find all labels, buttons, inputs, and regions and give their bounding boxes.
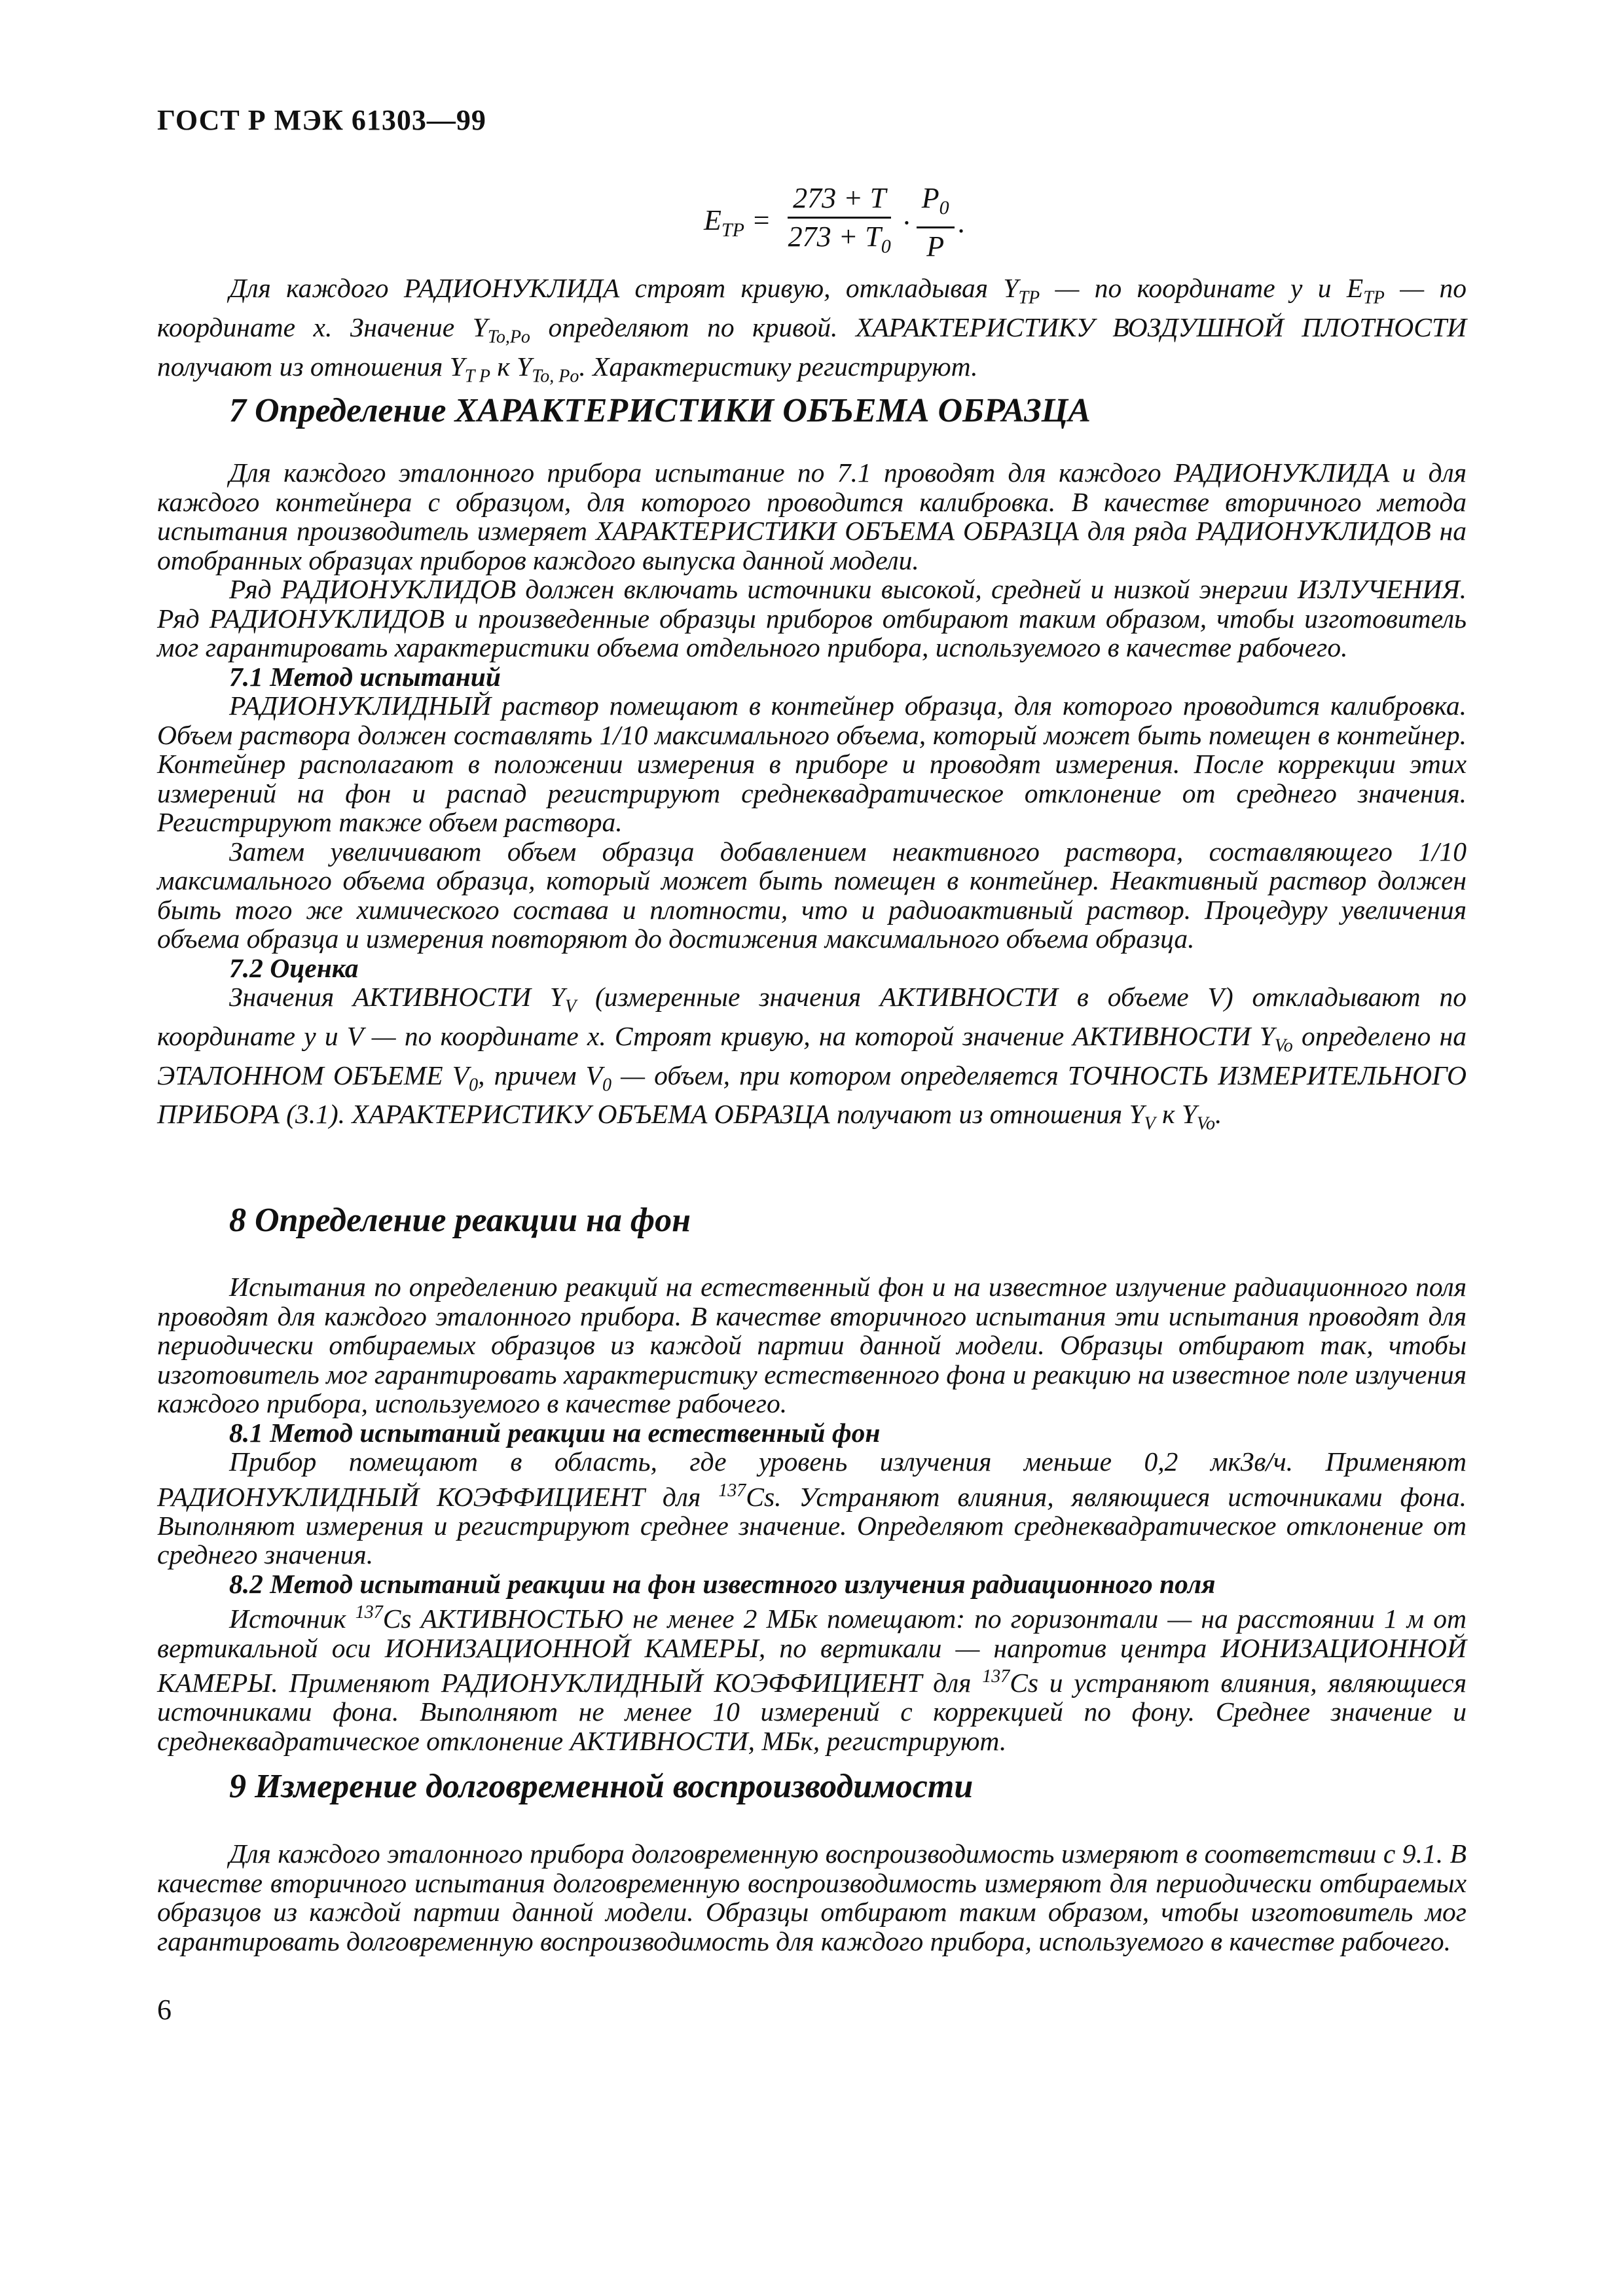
intro-block <box>157 274 1467 391</box>
section-8-1-title: 8.1 Метод испытаний реакции на естественный фон <box>229 1417 881 1448</box>
section-9-paragraph-1: Для каждого эталонного прибора долговременную воспроизводимость измеряют в соответствии с 9.1. В качестве вторичного испытания долговременную воспроизводимость измеряют для периодически отбираемых образцов из каждой партии данной модели. Образцы отбирают таким образом, чтобы изготовитель мог гарантировать долговременную воспроизводимость для каждого прибора, используемого в качестве рабочего. <box>157 1839 1467 1956</box>
section-8-paragraph-1: Испытания по определению реакций на естественный фон и на известное излучение радиационного поля проводят для каждого эталонного прибора. В качестве вторичного испытания эти испытания проводят для периодически отбираемых образцов из каждой партии данной модели. Образцы отбирают так, чтобы изготовитель мог гарантировать характеристику естественного фона и реакцию на известное поле излучения каждого прибора, используемого в качестве рабочего. <box>157 1272 1467 1418</box>
formula-numerator-pressure: $P_0$ <box>917 180 955 228</box>
section-8-2-paragraph: Источник $^{137}$Cs АКТИВНОСТЬЮ не менее 2 МБк помещают: по горизонтали — на расстоянии 1 м от вертикальной оси ИОНИЗАЦИОННОЙ КАМЕРЫ, по вертикали — напротив центра ИОНИЗАЦИОННОЙ КАМЕРЫ. Применяют РАДИОНУКЛИДНЫЙ КОЭФФИЦИЕНТ для $^{137}$Cs и устраняют влияния, являющиеся источниками фона. Выполняют не менее 10 измерений с коррекцией по фону. Среднее значение и среднеквадратическое отклонение АКТИВНОСТИ, МБк, регистрируют. <box>157 1602 1467 1756</box>
section-7-1-paragraph-1: РАДИОНУКЛИДНЫЙ раствор помещают в контейнер образца, для которого проводится калибровка. Объем раствора должен составлять 1/10 максимального объема, который может быть помещен в контейнер. Контейнер располагают в положении измерения в приборе и проводят измерения. После коррекции этих измерений на фон и распад регистрируют среднеквадратическое отклонение от среднего значения. Регистрируют также объем раствора. <box>157 691 1467 837</box>
section-8-2-title: 8.2 Метод испытаний реакции на фон известного излучения радиационного поля <box>229 1568 1216 1599</box>
section-9-title: 9 Измерение долговременной воспроизводимости <box>229 1768 974 1805</box>
formula-lhs: $E_{TP}$ = <box>704 204 771 241</box>
formula-end: . <box>958 206 966 239</box>
formula-denominator-pressure: P <box>926 230 945 262</box>
formula-etp <box>704 177 966 268</box>
section-8-title: 8 Определение реакции на фон <box>229 1202 691 1239</box>
section-7-1-paragraph-2: Затем увеличивают объем образца добавлением неактивного раствора, составляющего 1/10 максимального объема образца, который может быть помещен в контейнер. Неактивный раствор должен быть того же химического состава и плотности, что и радиоактивный раствор. Процедуру увеличения объема образца и измерения повторяют до достижения максимального объема образца. <box>157 836 1467 954</box>
formula-fraction-temperature <box>783 180 896 265</box>
formula-denominator-temperature: $273 + T_0$ <box>788 221 891 257</box>
page-number: 6 <box>157 1994 172 2026</box>
formula-numerator-temperature: 273 + T <box>788 180 891 219</box>
intro-paragraph: Для каждого РАДИОНУКЛИДА строят кривую, откладывая $Y_{TP}$ — по координате y и $E_{TP}$ — по координате x. Значение $Y_{To,Po}$ определяют по кривой. ХАРАКТЕРИСТИКУ ВОЗДУШНОЙ ПЛОТНОСТИ получают из отношения $Y_{T P}$ к $Y_{To, Po}$. Характеристику регистрируют. <box>157 273 1467 386</box>
section-9-block <box>157 1839 1467 1956</box>
section-7-2-paragraph: Значения АКТИВНОСТИ $Y_V$ (измеренные значения АКТИВНОСТИ в объеме V) откладывают по координате y и V — по координате x. Строят кривую, на которой значение АКТИВНОСТИ $Y_{Vo}$ определено на ЭТАЛОННОМ ОБЪЕМЕ $V_0$, причем $V_0$ — объем, при котором определяется ТОЧНОСТЬ ИЗМЕРИТЕЛЬНОГО ПРИБОРА (3.1). ХАРАКТЕРИСТИКУ ОБЪЕМА ОБРАЗЦА получают из отношения $Y_V$ к $Y_{Vo}$. <box>157 982 1467 1134</box>
section-8-block <box>157 1272 1467 1755</box>
formula-fraction-pressure <box>917 180 955 265</box>
formula-multiply: · <box>902 206 910 239</box>
section-7-block <box>157 458 1467 1139</box>
section-7-2-title: 7.2 Оценка <box>229 952 359 983</box>
section-7-title: 7 Определение ХАРАКТЕРИСТИКИ ОБЪЕМА ОБРАЗЦА <box>229 392 1091 429</box>
section-7-1-title: 7.1 Метод испытаний <box>229 661 501 692</box>
section-7-paragraph-2: Ряд РАДИОНУКЛИДОВ должен включать источники высокой, средней и низкой энергии ИЗЛУЧЕНИЯ. Ряд РАДИОНУКЛИДОВ и произведенные образцы приборов отбирают таким образом, чтобы изготовитель мог гарантировать характеристики объема отдельного прибора, используемого в качестве рабочего. <box>157 574 1467 662</box>
section-8-1-paragraph: Прибор помещают в область, где уровень излучения меньше 0,2 мкЗв/ч. Применяют РАДИОНУКЛИДНЫЙ КОЭФФИЦИЕНТ для $^{137}$Cs. Устраняют влияния, являющиеся источниками фона. Выполняют измерения и регистрируют среднее значение. Определяют среднеквадратическое отклонение от среднего значения. <box>157 1446 1467 1570</box>
section-7-paragraph-1: Для каждого эталонного прибора испытание по 7.1 проводят для каждого РАДИОНУКЛИДА и для каждого контейнера с образцом, для которого проводится калибровка. В качестве вторичного метода испытания производитель измеряет ХАРАКТЕРИСТИКИ ОБЪЕМА ОБРАЗЦА для ряда РАДИОНУКЛИДОВ на отобранных образцах приборов каждого выпуска данной модели. <box>157 457 1467 575</box>
document-header: ГОСТ Р МЭК 61303—99 <box>157 104 486 136</box>
